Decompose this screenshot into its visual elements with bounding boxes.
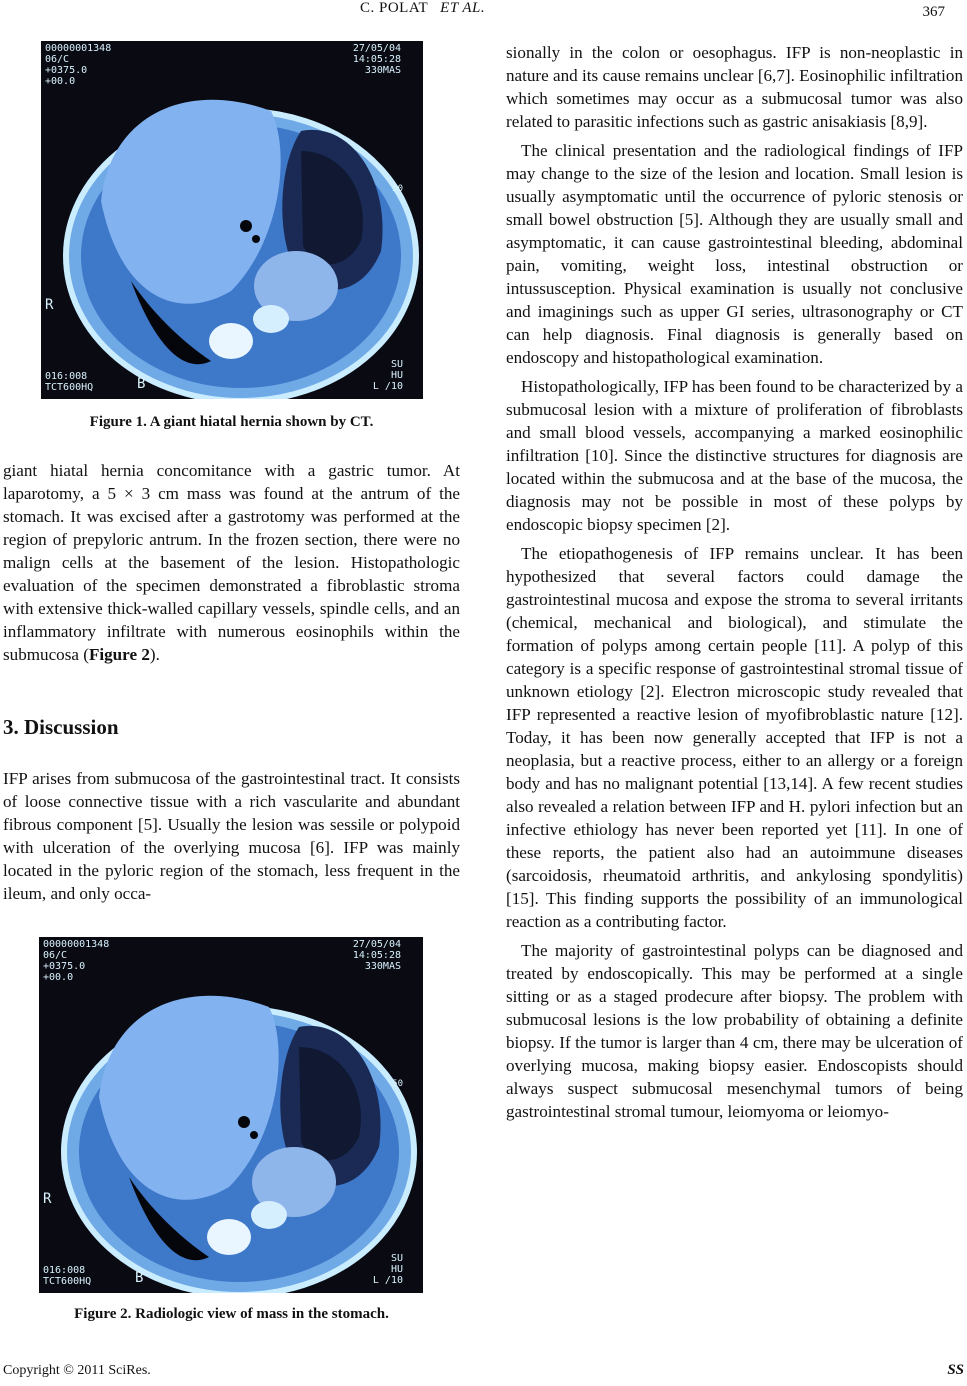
footer-copyright: Copyright © 2011 SciRes. (3, 1363, 151, 1378)
body-paragraph: sionally in the colon or oesophagus. IFP is non-neoplastic in nature and its cause remains unclear [6,7]. Eosinophilic infiltration which sometimes may occur as a submucosal tumor was also related to parasitic infections such as gastric anisakiasis [8,9]. (506, 43, 963, 131)
ct-overlay-tilt: +00.0 (43, 972, 74, 983)
ct-scan-graphic (41, 41, 423, 399)
ct-overlay-slice: 016:008 (43, 1265, 86, 1276)
ct-overlay-scanner: TCT600HQ (45, 382, 94, 393)
ct-overlay-time: 14:05:28 (352, 950, 401, 961)
body-paragraph: IFP arises from submucosa of the gastrointestinal tract. It consists of loose connective tissue with a rich vascularite and abundant fibrous component [5]. Usually the lesion was sessile or polypoid with ulceration of the overlying mucosa [6]. IFP was mainly located in the pyloric region of the stomach, less frequent in the ileum, and only occa- (3, 769, 460, 903)
footer-journal-abbrev: SS (947, 1362, 964, 1378)
ct-scan-graphic (39, 937, 423, 1293)
ct-overlay-series: 06/C (43, 950, 68, 961)
ct-scale-mark: 50 (392, 184, 403, 194)
running-title (360, 0, 485, 17)
section-heading-discussion: 3. Discussion (3, 715, 119, 739)
ct-overlay-date: 27/05/04 (352, 939, 401, 950)
left-column-text-1 (3, 459, 460, 672)
body-paragraph: Histopathologically, IFP has been found to be characterized by a submucosal lesion with a mixture of proliferation of fibroblasts and small blood vessels, accompanying a marked eosinophilic infiltration [10]. Since the distinctive structures for diagnosis are located within the submucosa and at the base of the mucosa, the diagnosis may not be possible in most of these polyps by endoscopic biopsy specimen [2]. (506, 377, 963, 534)
body-paragraph: The majority of gastrointestinal polyps can be diagnosed and treated by endoscopically. This may be performed at a single sitting or as a staged prodecure after biopsy. The problem with submucosal lesions is the low probability of obtaining a definite biopsy. If the tumor is larger than 4 cm, there may be ulceration of overlying mucosa, making biopsy easier. Endoscopists should always suspect submucosal mesenchymal tumors of being gastrointestinal stromal tumour, leiomyoma or leiomyo- (506, 941, 963, 1121)
ct-overlay-su: SU (390, 359, 403, 370)
ct-overlay-tilt: +00.0 (45, 76, 76, 87)
ct-bottom-letter: B (137, 376, 146, 392)
ct-overlay-mas: 330MAS (364, 961, 401, 972)
ct-scale-mark: 50 (392, 1079, 403, 1089)
ct-side-marker: R (43, 1191, 52, 1207)
figure-2-caption: Figure 2. Radiologic view of mass in the stomach. (74, 1306, 389, 1322)
ct-overlay-slice: 016:008 (45, 371, 88, 382)
paragraph-text-end: ). (149, 645, 160, 664)
page-number: 367 (922, 4, 945, 20)
paragraph-text: giant hiatal hernia concomitance with a gastric tumor. At laparotomy, a 5 × 3 cm mass was found at the antrum of the stomach. It was excised after a gastrotomy was performed at the region of prepyloric antrum. In the frozen section, there were no malign cells at the basement of the lesion. Histopathologic evaluation of the specimen demonstrated a fibroblastic stroma with extensive thick-walled capillary vessels, spindle cells, and an inflammatory infiltrate with numerous eosinophils within the submucosa ( (3, 461, 460, 664)
left-column-text-2 (3, 767, 460, 911)
figure-2-reference[interactable]: Figure 2 (88, 645, 150, 664)
body-paragraph: The clinical presentation and the radiological findings of IFP may change to the size of the lesion and location. Small lesion is usually asymptomatic until the occurrence of pyloric stenosis or small bowel obstruction [5]. Although they are usually small and asymptomatic, it can cause gastrointestinal bleeding, abdominal pain, vomiting, weight loss, intestinal obstruction or intussusception. Physical examination is usually not conclusive and imaginings such as upper GI series, ultrasonography or CT can help diagnosis. Final diagnosis is generally based on endoscopy and histopathological examination. (506, 141, 963, 367)
ct-overlay-id: 00000001348 (45, 43, 112, 54)
ct-overlay-position: +0375.0 (43, 961, 86, 972)
figure-2-ct-image (39, 937, 423, 1293)
ct-overlay-su: SU (390, 1253, 403, 1264)
ct-overlay-hu: HU (390, 370, 403, 381)
ct-overlay-position: +0375.0 (45, 65, 88, 76)
ct-bottom-letter: B (135, 1270, 144, 1286)
body-paragraph (3, 459, 460, 666)
body-paragraph: The etiopathogenesis of IFP remains unclear. It has been hypothesized that several factors could damage the gastrointestinal mucosa and expose the stroma to several irritants (chemical, mechanical and biological), and stimulate the formation of polyps among certain people [11]. A polyp of this category is a specific response of gastrointestinal stromal tissue of unknown etiology [2]. Electron microscopic study revealed that IFP represented a reactive lesion of myofibroblastic nature [12]. Today, it has been now generally accepted that IFP is not a neoplasia, but a reactive process, either to an allergy or a foreign body and has no malignant potential [13,14]. A few recent studies also revealed a relation between IFP and H. pylori infection but an infective ethiology has never been reported yet [11]. In one of these reports, the patient also had an autoimmune diseases (sarcoidosis, rheumatoid arthritis, and ankylosing spondylitis) [15]. This finding supports the possibility of an immunological reaction as a contributing factor. (506, 544, 963, 931)
ct-overlay-level: L /10 (372, 381, 403, 392)
running-title-etal: ET AL. (440, 0, 486, 16)
ct-overlay-level: L /10 (372, 1275, 403, 1286)
running-header (0, 0, 967, 30)
ct-overlay-hu: HU (390, 1264, 403, 1275)
ct-overlay-time: 14:05:28 (352, 54, 401, 65)
right-column-text (506, 41, 963, 1129)
figure-1-caption: Figure 1. A giant hiatal hernia shown by CT. (89, 414, 374, 430)
ct-side-marker: R (45, 297, 54, 313)
ct-overlay-scanner: TCT600HQ (43, 1276, 92, 1287)
ct-overlay-series: 06/C (45, 54, 70, 65)
running-title-author: C. POLAT (360, 0, 428, 16)
ct-overlay-date: 27/05/04 (352, 43, 401, 54)
ct-overlay-mas: 330MAS (364, 65, 401, 76)
figure-1-ct-image (41, 41, 423, 399)
ct-overlay-id: 00000001348 (43, 939, 110, 950)
